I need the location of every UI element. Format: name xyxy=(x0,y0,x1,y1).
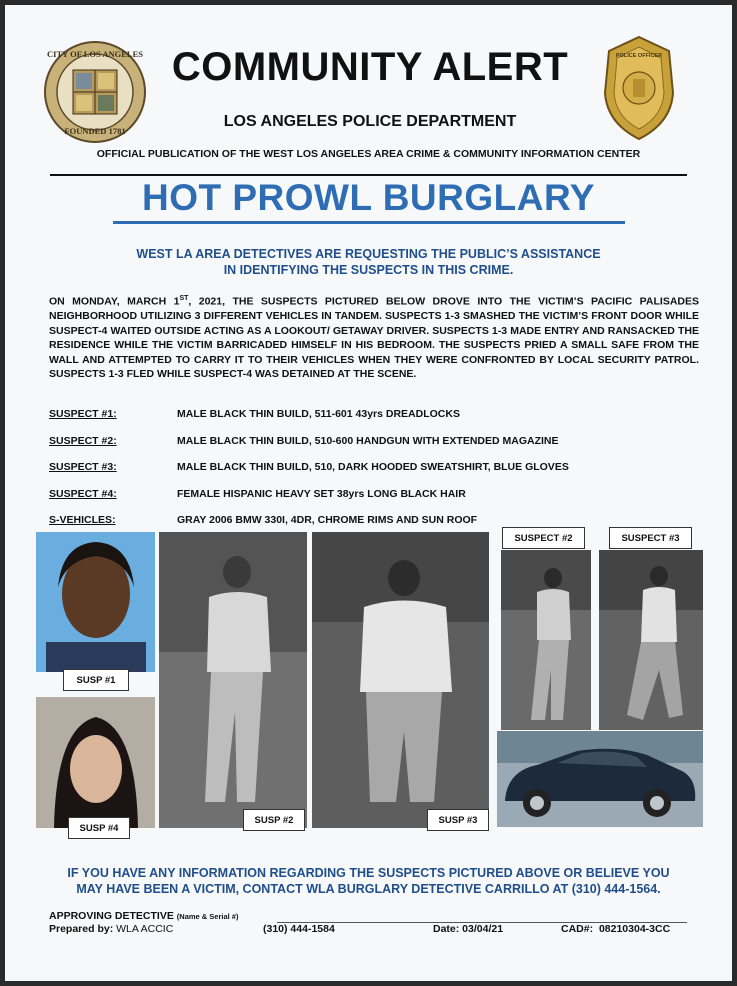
approving-note: (Name & Serial #) xyxy=(176,912,239,921)
city-seal-icon xyxy=(43,40,147,144)
request-line-2: IN IDENTIFYING THE SUSPECTS IN THIS CRIME. xyxy=(223,263,514,277)
contact-message-line-2: MAY HAVE BEEN A VICTIM, CONTACT WLA BURGLARY DETECTIVE CARRILLO AT (310) 444-1564. xyxy=(76,882,661,896)
department-name: LOS ANGELES POLICE DEPARTMENT xyxy=(223,113,517,130)
narrative-body: , 2021, THE SUSPECTS PICTURED BELOW DROVE INTO THE VICTIM’S PACIFIC PALISADES NEIGHBORHOOD UTILIZING 3 DIFFERENT VEHICLES IN TANDEM. SUSPECTS 1-3 SMASHED THE VICTIM’S FRONT DOOR WHILE SUSPECT-4 WAITED OUTSIDE ACTING AS A LOOKOUT/ GETAWAY DRIVER. SUSPECTS 1-3 MADE ENTRY AND RANSACKED THE RESIDENCE WHILE THE VICTIM BARRICADED HIMSELF IN HIS BEDROOM. THE SUSPECTS PRIED A SMALL SAFE FROM THE WALL AND ATTEMPTED TO CARRY IT TO THEIR VEHICLES WHEN THEY WERE CONFRONTED BY LOCAL SECURITY PATROL. SUSPECTS 1-3 FLED WHILE SUSPECT-4 WAS DETAINED AT THE SCENE. xyxy=(49,295,699,381)
cad-label: CAD#: xyxy=(561,923,594,935)
official-publication: OFFICIAL PUBLICATION OF THE WEST LOS ANGELES AREA CRIME & COMMUNITY INFORMATION CENTER xyxy=(96,148,641,160)
assistance-request xyxy=(65,246,672,278)
susp-4-label: SUSP #4 xyxy=(68,817,130,839)
suspect-description: MALE BLACK THIN BUILD, 510, DARK HOODED SWEATSHIRT, BLUE GLOVES xyxy=(177,461,569,473)
narrative-sup: ST xyxy=(179,295,189,302)
community-alert-flyer xyxy=(5,5,732,981)
suspect-3-surveillance-photo xyxy=(312,532,489,828)
suspect-description: FEMALE HISPANIC HEAVY SET 38yrs LONG BLACK HAIR xyxy=(177,488,466,500)
susp-1-label: SUSP #1 xyxy=(63,669,129,691)
suspect-label: SUSPECT #4: xyxy=(49,488,117,500)
request-line-1: WEST LA AREA DETECTIVES ARE REQUESTING THE PUBLIC’S ASSISTANCE xyxy=(136,247,601,261)
suspect-description: MALE BLACK THIN BUILD, 511-601 43yrs DREADLOCKS xyxy=(177,408,460,420)
alert-headline: HOT PROWL BURGLARY xyxy=(142,177,595,218)
narrative-lead: ON MONDAY, MARCH 1 xyxy=(49,295,180,308)
suspect-2-small-photo xyxy=(501,550,591,730)
suspect-4-photo xyxy=(36,697,155,828)
prepared-label: Prepared by: xyxy=(49,923,114,935)
footer-date: Date: 03/04/21 xyxy=(433,923,504,935)
suspect-1-photo xyxy=(36,532,155,672)
susp-3-bottom-label: SUSP #3 xyxy=(427,809,489,831)
prepared-by xyxy=(49,923,173,935)
suspect-label: SUSPECT #2: xyxy=(49,435,117,447)
cad-value: 08210304-3CC xyxy=(598,923,671,935)
approving-label: APPROVING DETECTIVE xyxy=(49,910,174,922)
seal-text-top: CITY OF LOS ANGELES xyxy=(47,49,143,59)
suspect-label: SUSPECT #3: xyxy=(49,461,117,473)
contact-message-line-1: IF YOU HAVE ANY INFORMATION REGARDING THE SUSPECTS PICTURED ABOVE OR BELIEVE YOU xyxy=(67,866,670,880)
badge-text: POLICE OFFICER xyxy=(615,53,663,59)
susp-2-bottom-label: SUSP #2 xyxy=(243,809,305,831)
suspect-vehicle-photo xyxy=(497,731,703,827)
suspect-3-top-label: SUSPECT #3 xyxy=(609,527,692,549)
footer-phone: (310) 444-1584 xyxy=(263,923,335,935)
contact-message xyxy=(35,865,702,897)
suspect-label: S-VEHICLES: xyxy=(49,514,116,526)
suspect-3-small-photo xyxy=(599,550,703,730)
police-badge-icon xyxy=(599,33,679,143)
headline-underline xyxy=(113,221,625,224)
suspect-2-surveillance-photo xyxy=(159,532,307,828)
header-divider xyxy=(50,174,687,176)
footer-cad xyxy=(561,923,670,935)
approving-detective xyxy=(49,910,238,922)
incident-narrative xyxy=(49,292,699,382)
suspect-description: MALE BLACK THIN BUILD, 510-600 HANDGUN WITH EXTENDED MAGAZINE xyxy=(177,435,559,447)
prepared-value: WLA ACCIC xyxy=(116,923,174,935)
page-title: COMMUNITY ALERT xyxy=(171,45,569,89)
suspect-2-top-label: SUSPECT #2 xyxy=(502,527,585,549)
suspect-label: SUSPECT #1: xyxy=(49,408,117,420)
suspect-description: GRAY 2006 BMW 330I, 4DR, CHROME RIMS AND SUN ROOF xyxy=(177,514,478,526)
seal-text-bottom: FOUNDED 1781 xyxy=(64,126,126,136)
